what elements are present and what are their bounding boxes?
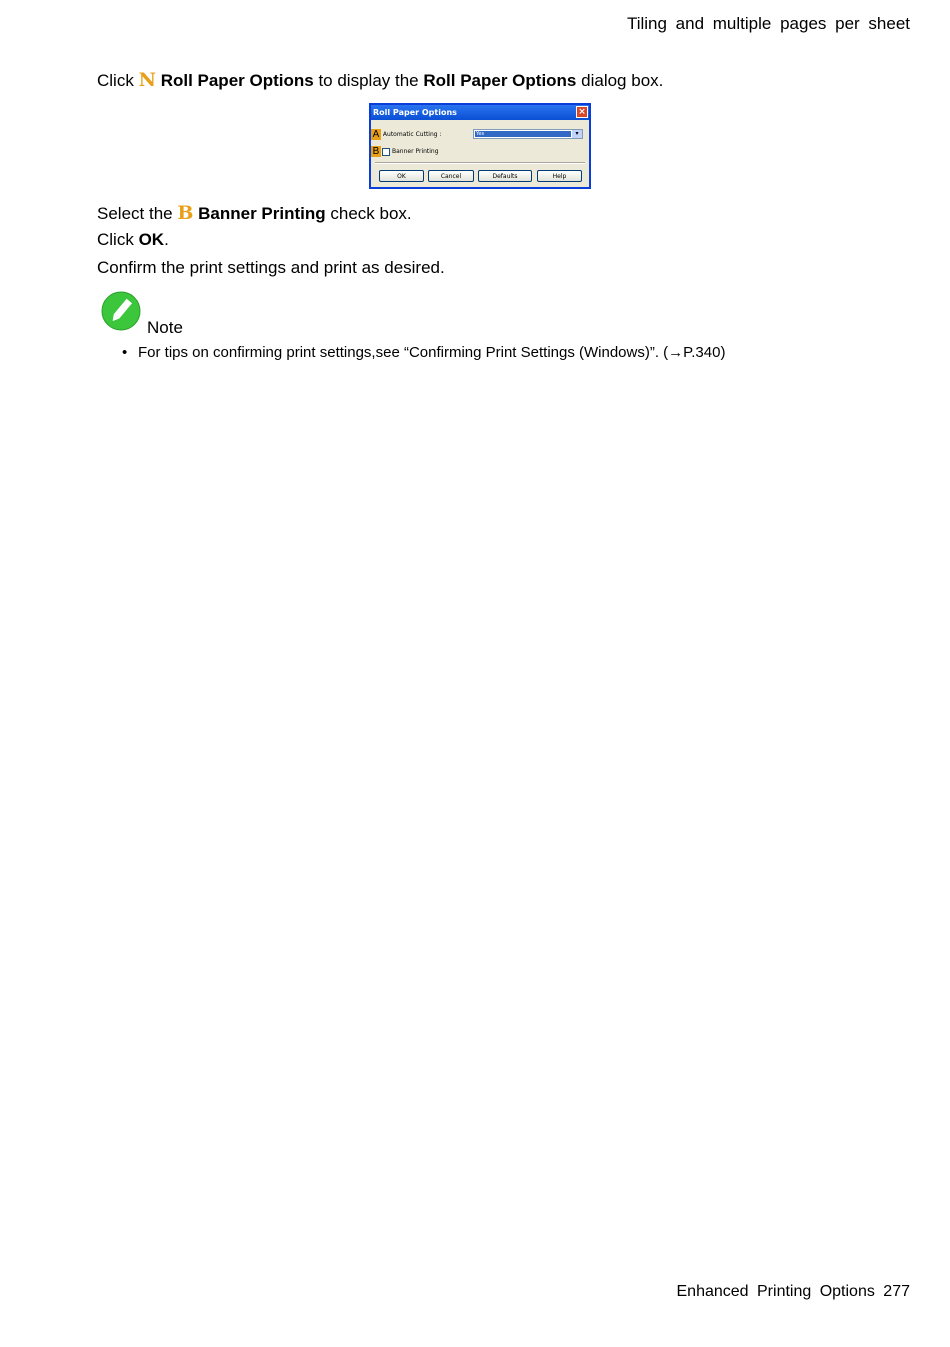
badge-a: A	[372, 129, 380, 140]
dialog-row-a	[371, 129, 442, 140]
help-button[interactable]: Help	[537, 170, 582, 182]
defaults-button[interactable]: Defaults	[478, 170, 532, 182]
roll-paper-options-dialog	[369, 103, 591, 189]
close-icon[interactable]: ×	[576, 106, 588, 118]
marker-n-icon: N	[138, 69, 156, 91]
page-footer	[677, 1283, 911, 1301]
step-text	[97, 202, 412, 224]
step-text	[97, 230, 169, 250]
footer-section: Enhanced Printing Options	[676, 1283, 875, 1300]
marker-b-icon: B	[177, 202, 194, 224]
bullet-dot: •	[122, 344, 128, 361]
step-text-post: check box.	[330, 204, 412, 223]
automatic-cutting-label: Automatic Cutting :	[382, 131, 442, 138]
step-bold-1: Roll Paper Options	[160, 71, 314, 90]
dialog-title: Roll Paper Options	[373, 108, 457, 117]
step-text: Confirm the print settings and print as desired.	[97, 258, 445, 277]
step-text-pre: Click	[97, 71, 134, 90]
step-text-post: dialog box.	[581, 71, 664, 90]
step-text-pre: Select the	[97, 204, 173, 223]
step-text	[97, 69, 663, 91]
ok-button[interactable]: OK	[379, 170, 424, 182]
step-bold-1: OK	[138, 230, 165, 249]
cancel-button[interactable]: Cancel	[428, 170, 474, 182]
step-text-post: .	[164, 230, 169, 249]
page-header	[627, 14, 910, 34]
banner-printing-checkbox[interactable]	[382, 148, 390, 156]
chevron-down-icon[interactable]: ▾	[572, 130, 582, 138]
pencil-note-icon	[101, 291, 141, 331]
automatic-cutting-value: Yes	[475, 131, 571, 137]
step-text-mid: to display the	[318, 71, 419, 90]
note-label: Note	[147, 318, 183, 337]
dialog-titlebar	[371, 105, 589, 120]
step-bold-1: Banner Printing	[198, 204, 326, 223]
header-title: Tiling and multiple pages per sheet	[626, 14, 910, 33]
dialog-separator	[375, 162, 585, 164]
page-number: 277	[883, 1283, 910, 1300]
dialog-row-b	[371, 146, 439, 157]
step-text-pre: Click	[97, 230, 134, 249]
note-text: For tips on confirming print settings,see “Confirming Print Settings (Windows)”. (→P.340)	[138, 344, 726, 361]
automatic-cutting-select[interactable]	[473, 129, 583, 139]
step-bold-2: Roll Paper Options	[423, 71, 577, 90]
banner-printing-label: Banner Printing	[392, 148, 439, 155]
badge-b: B	[372, 146, 380, 157]
